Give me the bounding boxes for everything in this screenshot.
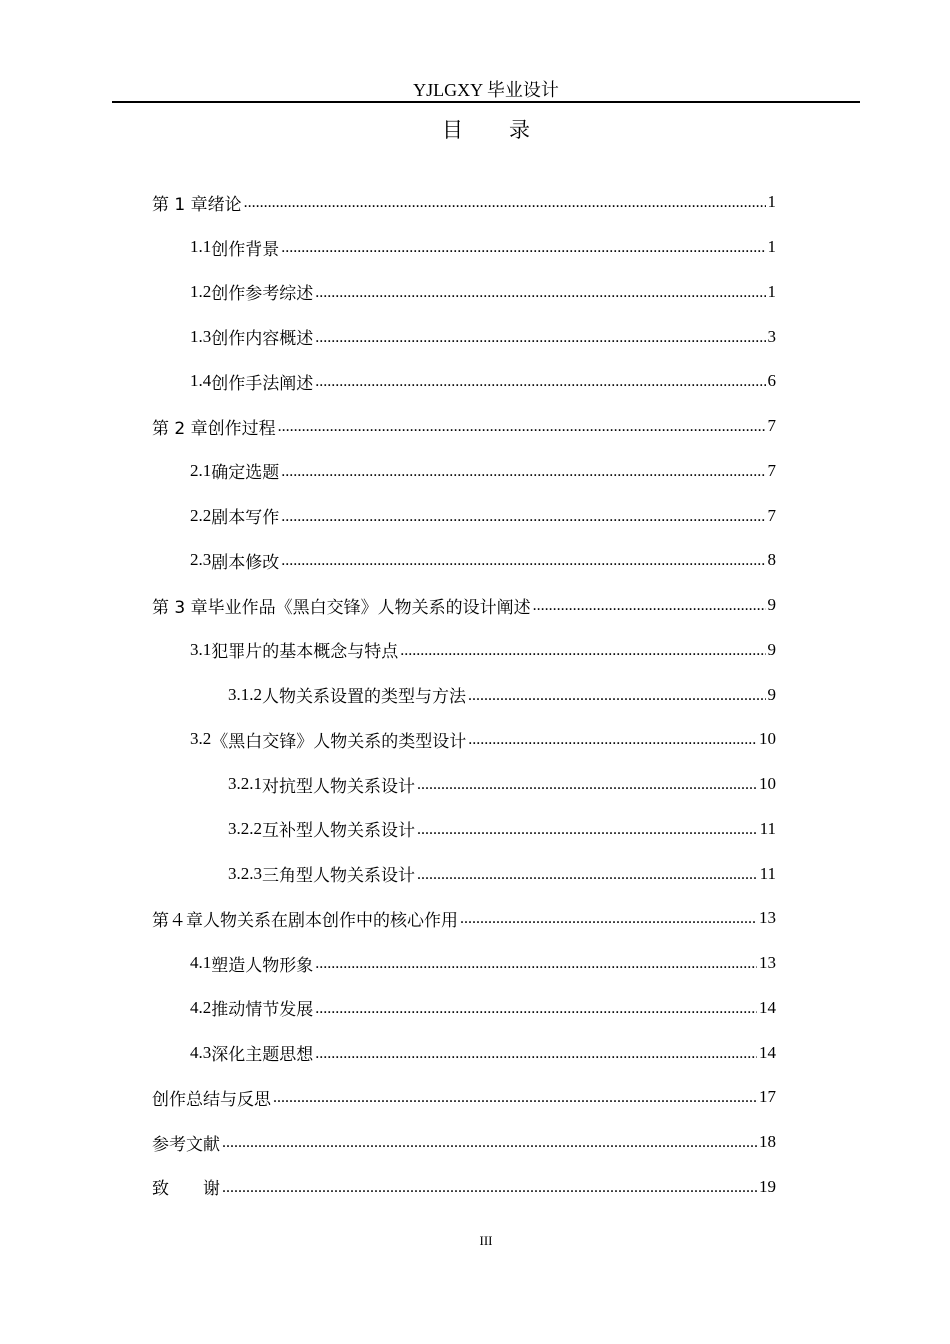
- toc-dot-leader: [315, 955, 757, 973]
- toc-entry-number: 3.2.3: [228, 863, 262, 883]
- toc-dot-leader: [533, 597, 766, 615]
- toc-dot-leader: [417, 776, 757, 794]
- toc-entry-page: 10: [759, 774, 776, 794]
- toc-entry-page: 18: [759, 1132, 776, 1152]
- toc-entry-label: 创作总结与反思: [152, 1089, 271, 1110]
- toc-entry-number: 4.3: [190, 1042, 212, 1062]
- toc-entry-number: 4.2: [190, 997, 212, 1017]
- header-rule: [112, 101, 860, 103]
- toc-dot-leader: [315, 329, 765, 347]
- toc-entry-page: 13: [759, 908, 776, 928]
- toc-dot-leader: [281, 463, 765, 481]
- toc-entry-page: 1: [767, 237, 776, 257]
- toc-entry-label: 致 谢: [152, 1179, 220, 1200]
- toc-entry[interactable]: [152, 404, 776, 449]
- toc-entry[interactable]: [152, 359, 776, 404]
- toc-dot-leader: [273, 1089, 757, 1107]
- toc-entry-label: 人物关系设置的类型与方法: [262, 687, 466, 708]
- toc-entry-number: 4.1: [190, 953, 212, 973]
- toc-entry[interactable]: [152, 538, 776, 583]
- toc-entry[interactable]: [152, 1120, 776, 1165]
- toc-entry[interactable]: [152, 986, 776, 1031]
- toc-entry[interactable]: [152, 225, 776, 270]
- toc-entry-label: 推动情节发展: [211, 1000, 314, 1021]
- toc-entry-label: 参考文献: [152, 1134, 220, 1155]
- toc-entry-number: 1.4: [190, 371, 212, 391]
- toc-dot-leader: [281, 508, 765, 526]
- toc-entry-page: 13: [759, 953, 776, 973]
- toc-entry-label: 《黑白交锋》人物关系的类型设计: [211, 731, 467, 752]
- toc-entry-page: 11: [759, 818, 776, 838]
- toc-entry[interactable]: [152, 1165, 776, 1210]
- toc-entry-page: 7: [767, 416, 776, 436]
- toc-entry-number: 第 1 章: [152, 194, 208, 215]
- toc-dot-leader: [315, 1045, 757, 1063]
- page-number: III: [479, 1233, 493, 1248]
- toc-entry-number: 1.3: [190, 326, 212, 346]
- page-header: YJLGXY 毕业设计: [413, 80, 559, 100]
- toc-entry[interactable]: [152, 628, 776, 673]
- table-of-contents: [152, 180, 776, 1209]
- toc-entry-label: 对抗型人物关系设计: [262, 776, 415, 797]
- toc-entry-number: 2.2: [190, 505, 212, 525]
- toc-dot-leader: [417, 821, 758, 839]
- toc-entry[interactable]: [152, 717, 776, 762]
- toc-dot-leader: [417, 866, 758, 884]
- toc-dot-leader: [315, 373, 765, 391]
- toc-entry-page: 7: [767, 505, 776, 525]
- toc-entry-page: 1: [767, 192, 776, 212]
- toc-entry-number: 3.2: [190, 729, 212, 749]
- toc-title: 目录: [442, 118, 576, 142]
- toc-entry[interactable]: [152, 941, 776, 986]
- toc-entry[interactable]: [152, 807, 776, 852]
- toc-entry-label: 深化主题思想: [211, 1045, 314, 1066]
- toc-entry-label: 剧本修改: [211, 552, 280, 573]
- toc-dot-leader: [400, 642, 765, 660]
- toc-entry-page: 6: [767, 371, 776, 391]
- toc-entry-page: 9: [767, 684, 776, 704]
- toc-dot-leader: [222, 1134, 757, 1152]
- toc-entry-page: 14: [759, 1042, 776, 1062]
- toc-entry-number: 第 2 章: [152, 418, 208, 439]
- toc-entry[interactable]: [152, 583, 776, 628]
- toc-entry[interactable]: [152, 1030, 776, 1075]
- toc-entry-page: 19: [759, 1176, 776, 1196]
- toc-dot-leader: [315, 284, 765, 302]
- toc-entry-number: 第 3 章: [152, 597, 208, 618]
- toc-entry[interactable]: [152, 851, 776, 896]
- toc-entry-number: 3.1: [190, 639, 212, 659]
- toc-entry-label: 塑造人物形象: [211, 955, 314, 976]
- toc-dot-leader: [468, 687, 766, 705]
- toc-entry-label: 毕业作品《黑白交锋》人物关系的设计阐述: [207, 597, 531, 618]
- toc-dot-leader: [278, 418, 766, 436]
- toc-entry[interactable]: [152, 493, 776, 538]
- toc-entry-number: 2.1: [190, 460, 212, 480]
- toc-entry-page: 1: [767, 281, 776, 301]
- toc-entry[interactable]: [152, 314, 776, 359]
- toc-entry-number: 3.2.2: [228, 818, 262, 838]
- toc-entry[interactable]: [152, 1075, 776, 1120]
- toc-entry-page: 7: [767, 460, 776, 480]
- toc-entry-page: 8: [767, 550, 776, 570]
- toc-dot-leader: [281, 239, 765, 257]
- toc-dot-leader: [244, 194, 766, 212]
- toc-entry-page: 14: [759, 997, 776, 1017]
- toc-entry-label: 剧本写作: [211, 508, 280, 529]
- toc-entry-number: 第４章: [152, 910, 203, 931]
- toc-dot-leader: [460, 910, 757, 928]
- toc-entry-label: 创作参考综述: [211, 284, 314, 305]
- toc-entry-label: 创作手法阐述: [211, 373, 314, 394]
- toc-entry-page: 11: [759, 863, 776, 883]
- toc-dot-leader: [222, 1179, 757, 1197]
- toc-entry-page: 17: [759, 1087, 776, 1107]
- toc-entry-page: 3: [767, 326, 776, 346]
- toc-entry[interactable]: [152, 449, 776, 494]
- toc-entry-label: 创作内容概述: [211, 329, 314, 350]
- toc-entry[interactable]: [152, 270, 776, 315]
- toc-entry-label: 三角型人物关系设计: [262, 866, 415, 887]
- toc-entry-label: 确定选题: [211, 463, 280, 484]
- toc-entry-page: 10: [759, 729, 776, 749]
- toc-entry[interactable]: [152, 762, 776, 807]
- toc-entry[interactable]: [152, 672, 776, 717]
- toc-entry-label: 犯罪片的基本概念与特点: [211, 642, 399, 663]
- toc-entry-page: 9: [767, 639, 776, 659]
- toc-entry-number: 1.2: [190, 281, 212, 301]
- toc-entry[interactable]: [152, 180, 776, 225]
- toc-entry-label: 绪论: [207, 194, 242, 215]
- toc-dot-leader: [315, 1000, 757, 1018]
- toc-dot-leader: [281, 552, 765, 570]
- toc-entry[interactable]: [152, 896, 776, 941]
- toc-entry-label: 创作过程: [207, 418, 276, 439]
- toc-entry-page: 9: [767, 595, 776, 615]
- toc-entry-label: 人物关系在剧本创作中的核心作用: [203, 910, 458, 931]
- toc-entry-label: 互补型人物关系设计: [262, 821, 415, 842]
- toc-entry-label: 创作背景: [211, 239, 280, 260]
- toc-entry-number: 3.2.1: [228, 774, 262, 794]
- toc-dot-leader: [468, 731, 757, 749]
- toc-entry-number: 1.1: [190, 237, 212, 257]
- toc-entry-number: 2.3: [190, 550, 212, 570]
- toc-entry-number: 3.1.2: [228, 684, 262, 704]
